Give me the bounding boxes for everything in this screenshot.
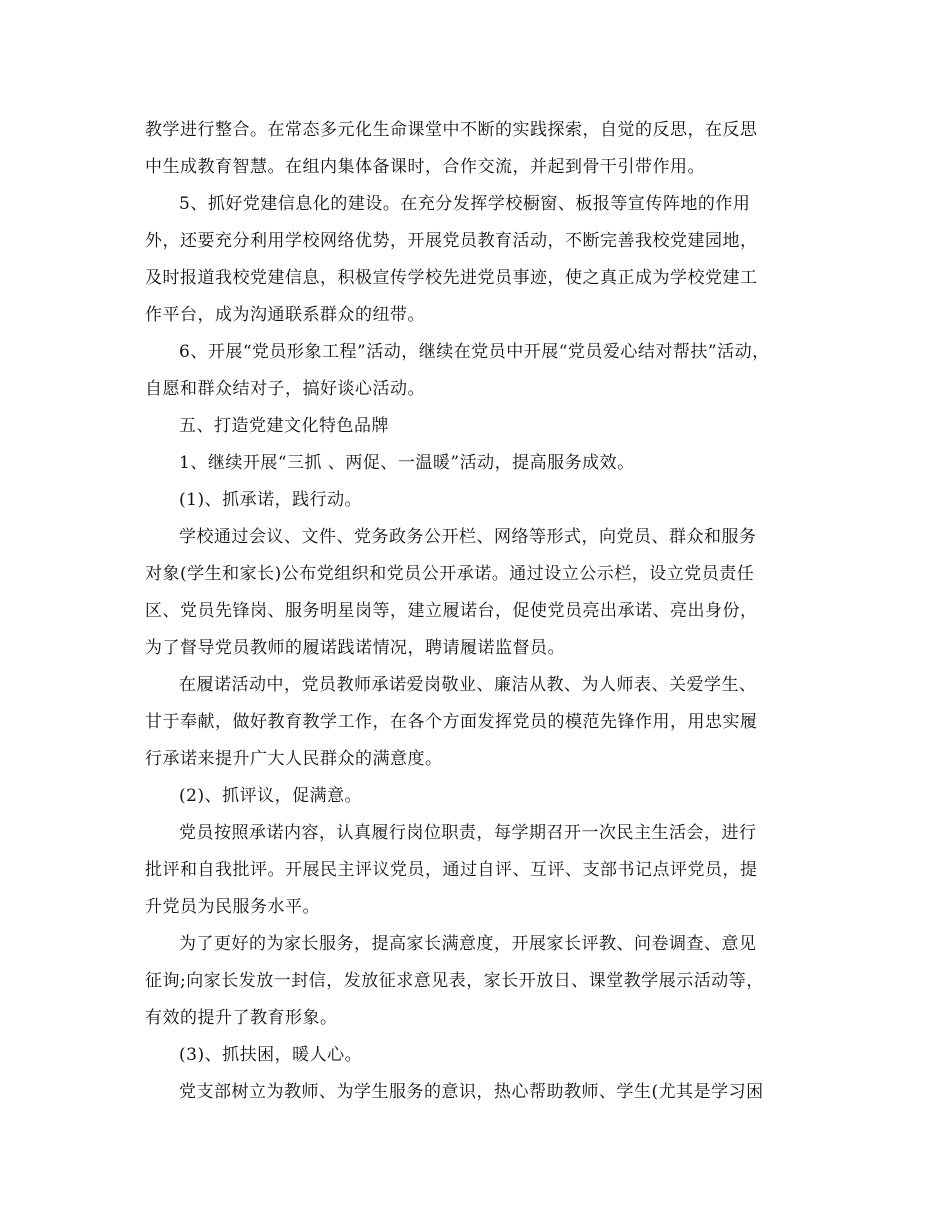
document-page	[145, 112, 805, 1111]
text-line: 征询;向家长发放一封信，发放征求意见表，家长开放日、课堂教学展示活动等，	[145, 971, 764, 991]
text-line: 5、抓好党建信息化的建设。在充分发挥学校橱窗、板报等宣传阵地的作用	[179, 194, 751, 214]
text-line: 教学进行整合。在常态多元化生命课堂中不断的实践探索，自觉的反思，在反思	[145, 120, 758, 140]
text-line: 自愿和群众结对子，搞好谈心活动。	[145, 379, 425, 399]
text-line: 升党员为民服务水平。	[145, 897, 320, 917]
text-line: 区、党员先锋岗、服务明星岗等，建立履诺台，促使党员亮出承诺、亮出身份，	[145, 601, 758, 621]
text-line: 中生成教育智慧。在组内集体备课时，合作交流，并起到骨干引带作用。	[145, 157, 705, 177]
text-line: 行承诺来提升广大人民群众的满意度。	[145, 749, 443, 769]
text-line: 为了督导党员教师的履诺践诺情况，聘请履诺监督员。	[145, 638, 565, 658]
text-line: (1)、抓承诺，践行动。	[179, 490, 363, 510]
text-line: 五、打造党建文化特色品牌	[179, 416, 389, 436]
document-body	[145, 112, 805, 1111]
text-line: 6、开展“党员形象工程”活动，继续在党员中开展“党员爱心结对帮扶”活动，	[179, 342, 770, 362]
text-line: 作平台，成为沟通联系群众的纽带。	[145, 305, 425, 325]
text-line: 党员按照承诺内容，认真履行岗位职责，每学期召开一次民主生活会，进行	[179, 823, 757, 843]
text-line: 在履诺活动中，党员教师承诺爱岗敬业、廉洁从教、为人师表、关爱学生、	[179, 675, 757, 695]
text-line: 批评和自我批评。开展民主评议党员，通过自评、互评、支部书记点评党员，提	[145, 860, 758, 880]
text-line: 学校通过会议、文件、党务政务公开栏、网络等形式，向党员、群众和服务	[179, 527, 757, 547]
text-line: 及时报道我校党建信息，积极宣传学校先进党员事迹，使之真正成为学校党建工	[145, 268, 758, 288]
text-line: 外，还要充分利用学校网络优势，开展党员教育活动，不断完善我校党建园地，	[145, 231, 758, 251]
text-line: (3)、抓扶困，暖人心。	[179, 1045, 363, 1065]
text-line: 有效的提升了教育形象。	[145, 1008, 338, 1028]
text-line: 为了更好的为家长服务，提高家长满意度，开展家长评教、问卷调查、意见	[179, 934, 757, 954]
text-line: (2)、抓评议，促满意。	[179, 786, 363, 806]
text-line: 1、继续开展“三抓 、两促、一温暖”活动，提高服务成效。	[179, 453, 635, 473]
text-line: 党支部树立为教师、为学生服务的意识，热心帮助教师、学生(尤其是学习困	[179, 1082, 764, 1102]
text-line: 对象(学生和家长)公布党组织和党员公开承诺。通过设立公示栏，设立党员责任	[145, 564, 755, 584]
text-line: 甘于奉献，做好教育教学工作，在各个方面发挥党员的模范先锋作用，用忠实履	[145, 712, 758, 732]
